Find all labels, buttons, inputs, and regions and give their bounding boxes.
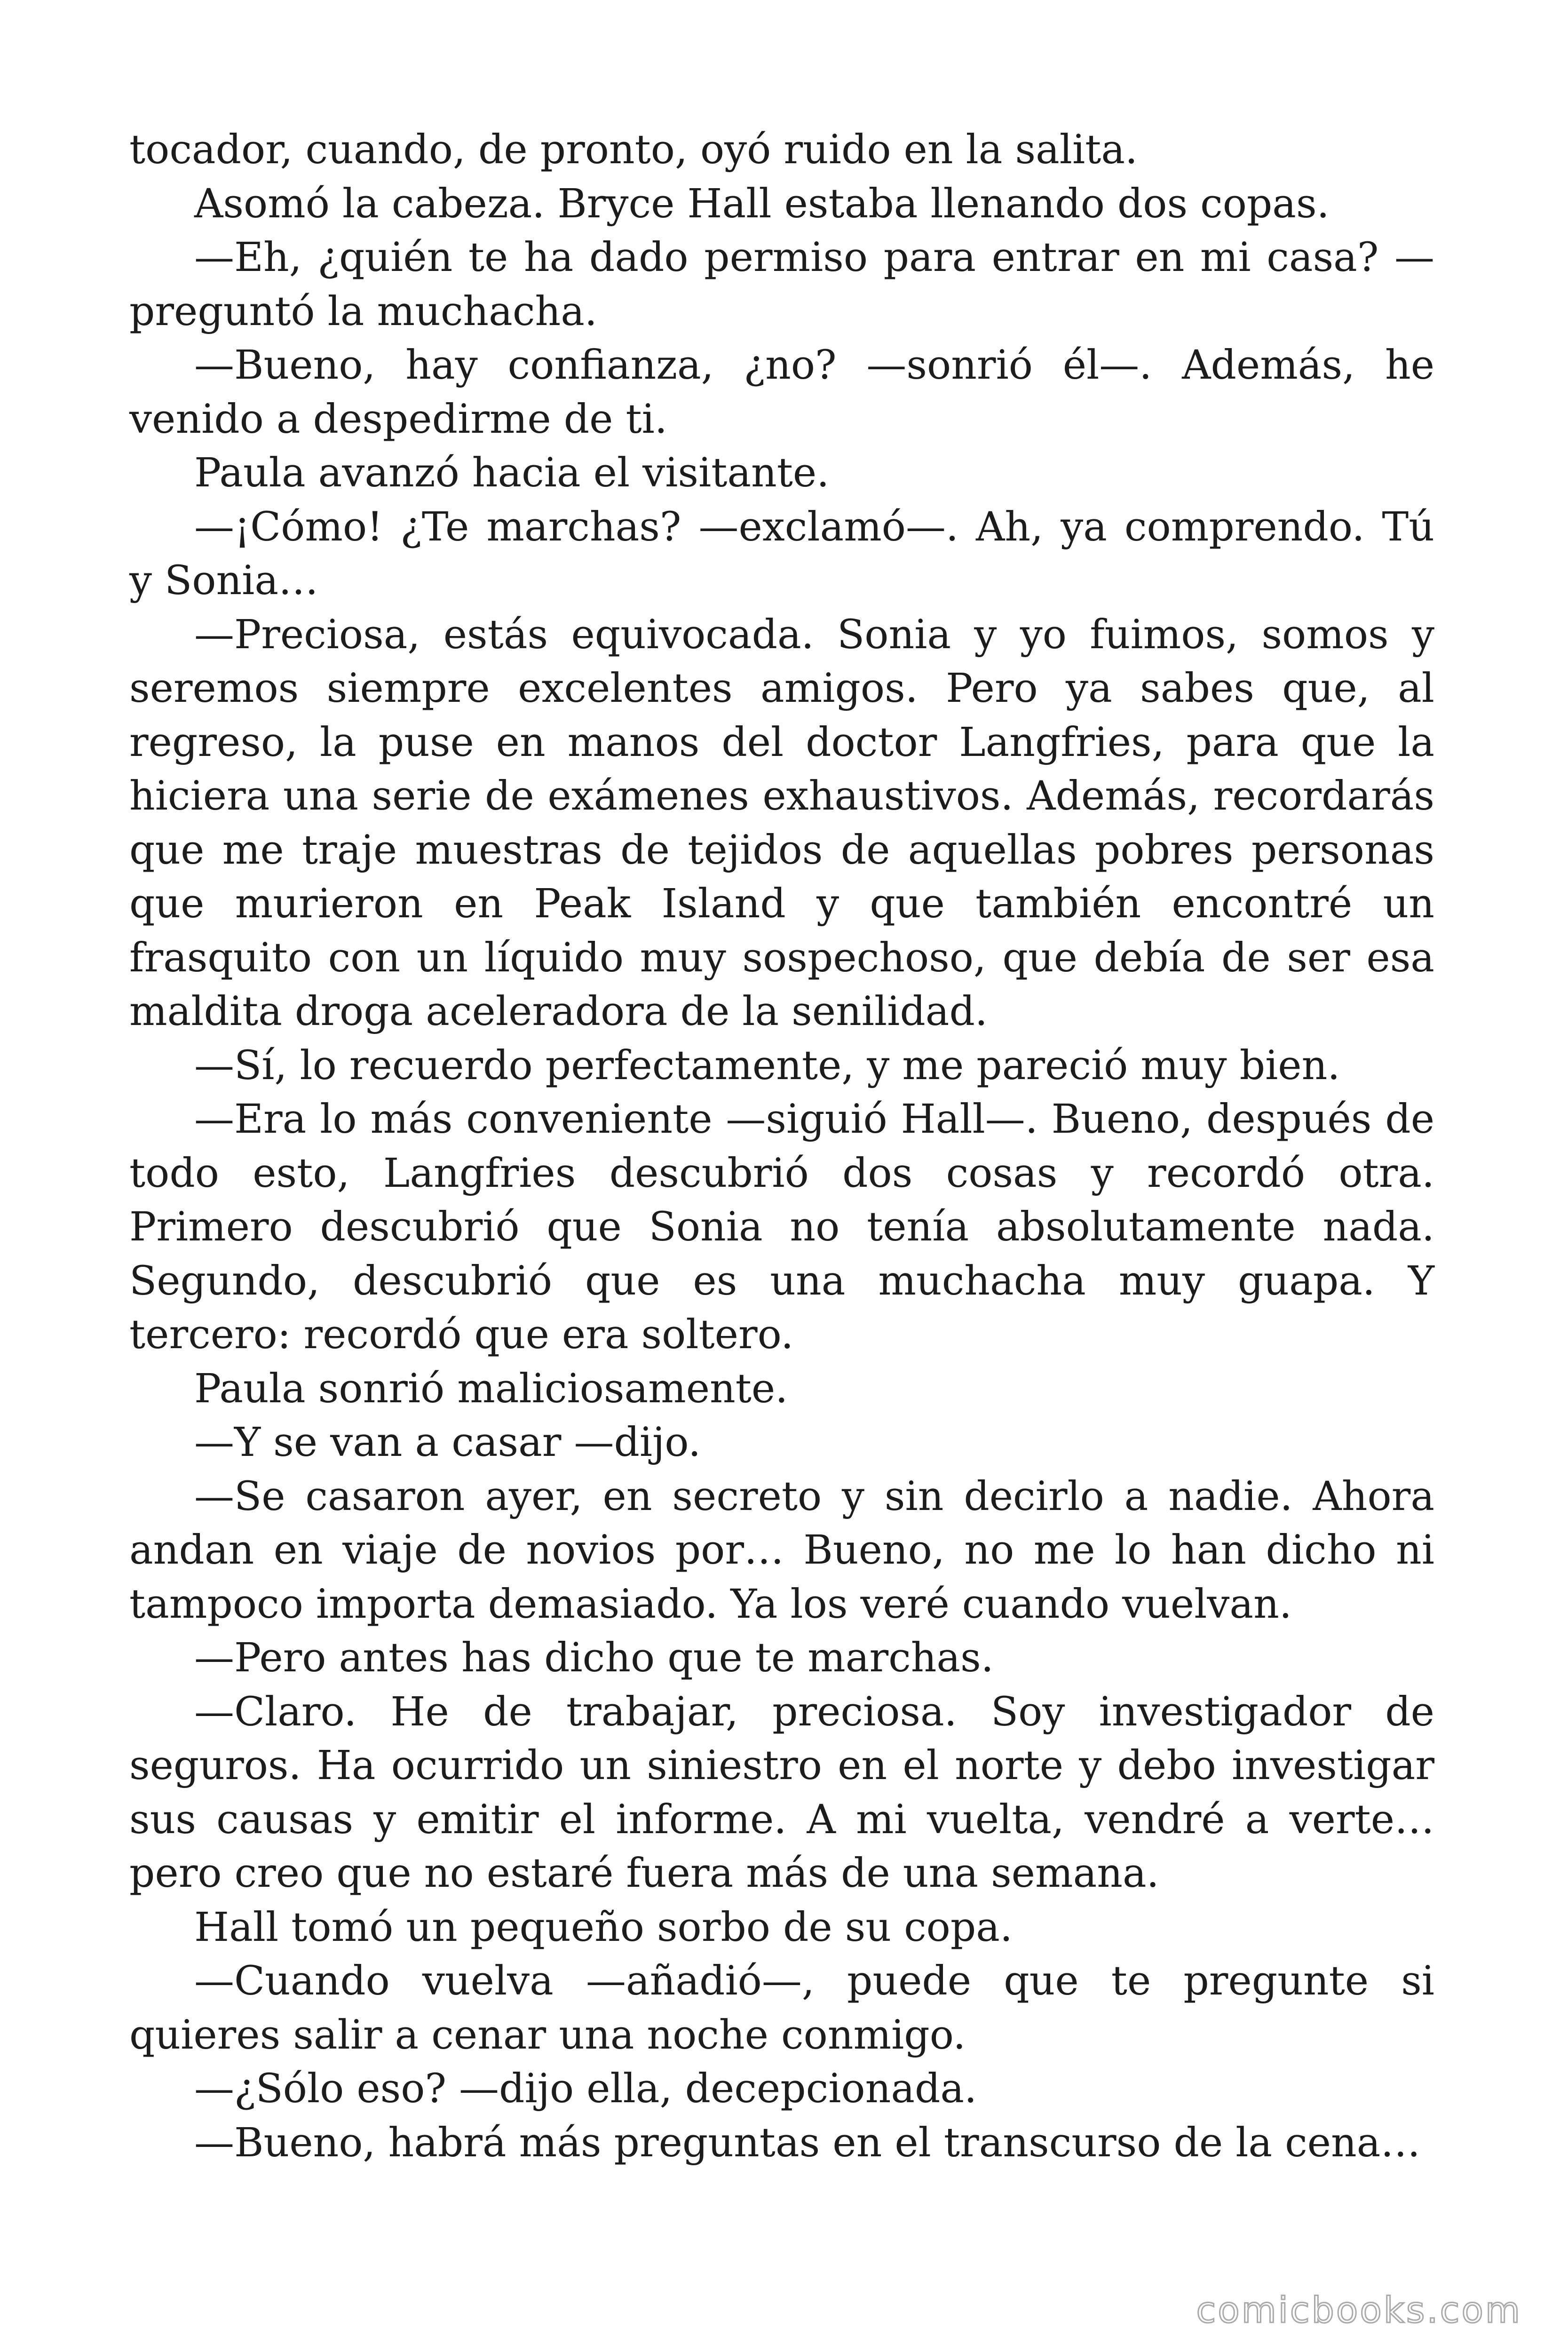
paragraph: Paula avanzó hacia el visitante. <box>194 450 830 496</box>
paragraph: —Claro. He de trabajar, preciosa. Soy investigador de seguros. Ha ocurrido un siniestro en el norte y debo investigar sus causas y emitir el informe. A mi vuelta, vendré a verte… pero creo que no estaré fuera más de una semana. <box>129 1688 1434 1897</box>
paragraph: —Bueno, habrá más preguntas en el transcurso de la cena… <box>194 2119 1421 2166</box>
watermark: comicbooks.com <box>1196 2289 1522 2331</box>
paragraph: —Eh, ¿quién te ha dado permiso para entrar en mi casa? —preguntó la muchacha. <box>129 234 1434 335</box>
body-text <box>129 123 1434 2170</box>
paragraph: Paula sonrió maliciosamente. <box>194 1365 788 1412</box>
paragraph: —¿Sólo eso? —dijo ella, decepcionada. <box>194 2066 977 2112</box>
paragraph: tocador, cuando, de pronto, oyó ruido en la salita. <box>129 127 1138 173</box>
paragraph: —Era lo más conveniente —siguió Hall—. Bueno, después de todo esto, Langfries descubrió dos cosas y recordó otra. Primero descubrió que Sonia no tenía absolutamente nada. Segundo, descubrió que es una muchacha muy guapa. Y tercero: recordó que era soltero. <box>129 1096 1434 1358</box>
paragraph: —Se casaron ayer, en secreto y sin decirlo a nadie. Ahora andan en viaje de novios por… Bueno, no me lo han dicho ni tampoco importa demasiado. Ya los veré cuando vuelvan. <box>129 1473 1434 1628</box>
paragraph: —Sí, lo recuerdo perfectamente, y me pareció muy bien. <box>194 1042 1340 1089</box>
paragraph: —Bueno, hay confianza, ¿no? —sonrió él—. Además, he venido a despedirme de ti. <box>129 342 1434 443</box>
paragraph: —Pero antes has dicho que te marchas. <box>194 1635 994 1681</box>
paragraph: Asomó la cabeza. Bryce Hall estaba llenando dos copas. <box>194 180 1330 227</box>
paragraph: —¡Cómo! ¿Te marchas? —exclamó—. Ah, ya comprendo. Tú y Sonia… <box>129 503 1434 604</box>
paragraph: —Cuando vuelva —añadió—, puede que te pregunte si quieres salir a cenar una noche conmigo. <box>129 1958 1434 2058</box>
paragraph: —Y se van a casar —dijo. <box>194 1419 701 1466</box>
paragraph: —Preciosa, estás equivocada. Sonia y yo fuimos, somos y seremos siempre excelentes amigos. Pero ya sabes que, al regreso, la puse en manos del doctor Langfries, para que la hiciera una serie de exámenes exhaustivos. Además, recordarás que me traje muestras de tejidos de aquellas pobres personas que murieron en Peak Island y que también encontré un frasquito con un líquido muy sospechoso, que debía de ser esa maldita droga aceleradora de la senilidad. <box>129 611 1434 1035</box>
paragraph: Hall tomó un pequeño sorbo de su copa. <box>194 1904 1013 1951</box>
